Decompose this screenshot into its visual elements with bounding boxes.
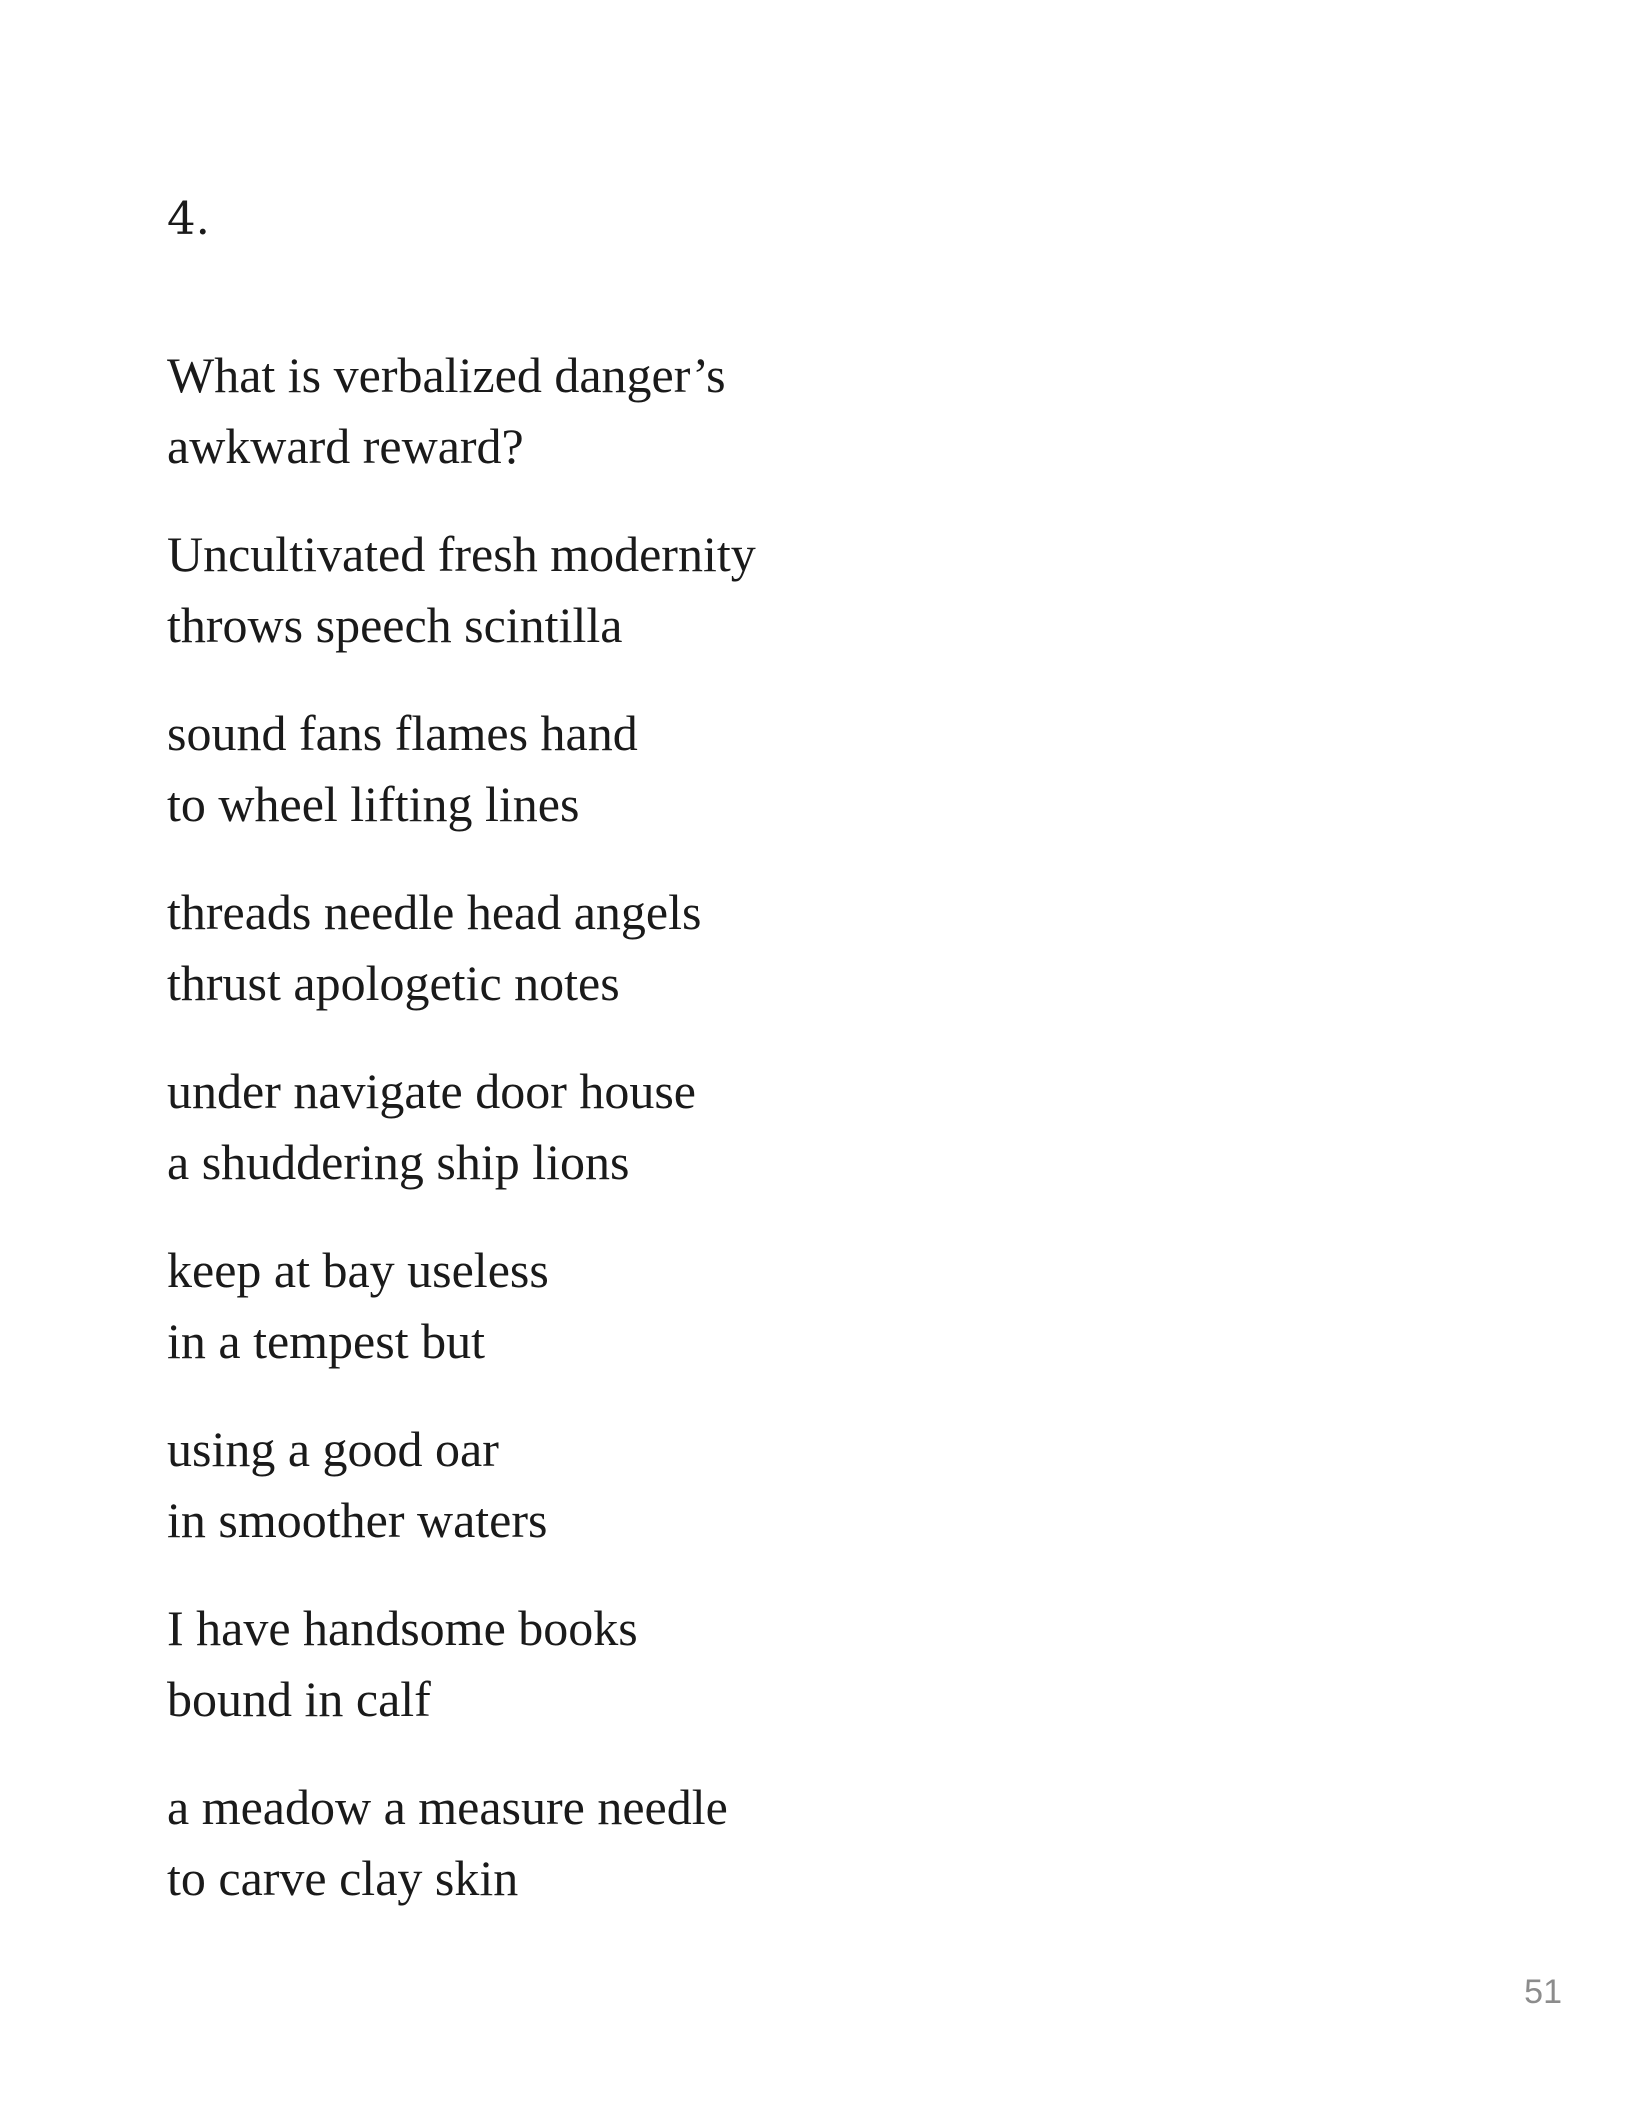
poem-line: a meadow a measure needle: [167, 1779, 728, 1835]
page-number: 51: [1524, 1973, 1562, 2011]
poem-line: under navigate door house: [167, 1063, 697, 1119]
poem-line: Uncultivated fresh modernity: [167, 526, 756, 582]
section-number: 4.: [167, 192, 210, 245]
poem-line: in smoother waters: [167, 1492, 548, 1548]
poem-line: to carve clay skin: [167, 1850, 519, 1906]
stanza-8: [167, 1593, 1367, 1735]
stanza-3: [167, 698, 1367, 840]
poem-line: using a good oar: [167, 1421, 499, 1477]
stanza-7: [167, 1414, 1367, 1556]
stanza-1: [167, 340, 1367, 482]
poem-line: thrust apologetic notes: [167, 955, 620, 1011]
poem-line: a shuddering ship lions: [167, 1134, 630, 1190]
poem-line: I have handsome books: [167, 1600, 638, 1656]
poem-line: bound in calf: [167, 1671, 431, 1727]
stanza-6: [167, 1235, 1367, 1377]
poem-line: sound fans flames hand: [167, 705, 638, 761]
poem-body: [167, 340, 1367, 1951]
stanza-5: [167, 1056, 1367, 1198]
poem-line: to wheel lifting lines: [167, 776, 580, 832]
poem-line: keep at bay useless: [167, 1242, 549, 1298]
poem-line: What is verbalized danger’s: [167, 347, 726, 403]
poem-line: in a tempest but: [167, 1313, 485, 1369]
poem-line: threads needle head angels: [167, 884, 702, 940]
poem-line: awkward reward?: [167, 418, 524, 474]
stanza-9: [167, 1772, 1367, 1914]
poem-line: throws speech scintilla: [167, 597, 623, 653]
stanza-2: [167, 519, 1367, 661]
stanza-4: [167, 877, 1367, 1019]
